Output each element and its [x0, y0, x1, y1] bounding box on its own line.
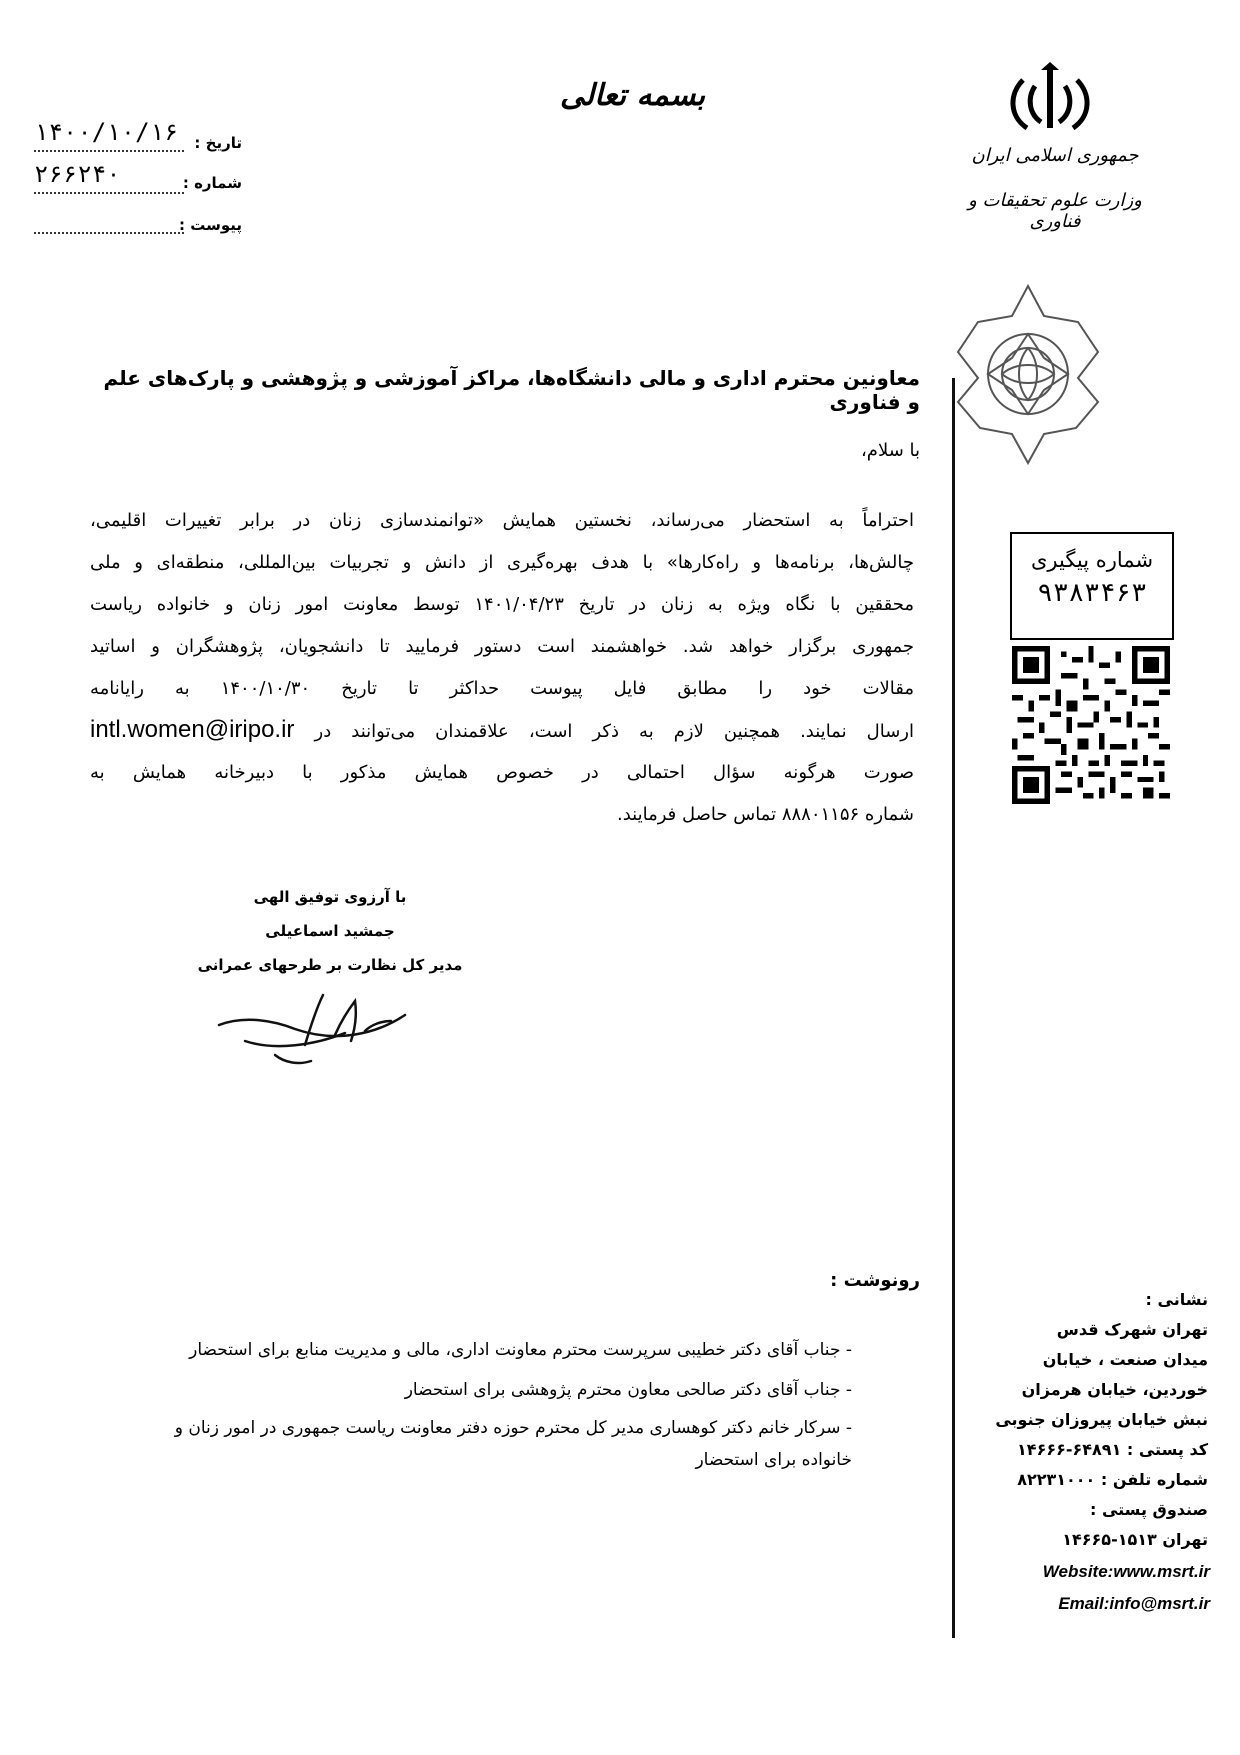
- number-value: ۲۶۶۲۴۰: [34, 160, 121, 188]
- tracking-number: ۹۳۸۳۴۶۳: [1037, 578, 1147, 608]
- address-label: نشانی :: [1145, 1290, 1208, 1309]
- postal-code: کد پستی : ۶۴۸۹۱-۱۴۶۶۶: [1017, 1440, 1208, 1459]
- ministry-title: وزارت علوم تحقیقات و فناوری: [968, 190, 1142, 232]
- body-line-1: احتراماً به استحضار می‌رساند، نخستین همایش «توانمندسازی زنان در برابر تغییرات اقلیمی،: [90, 510, 914, 531]
- address-line: خوردین، خیابان هرمزان: [1021, 1380, 1208, 1399]
- cc-item-3-cont: خانواده برای استحضار: [695, 1450, 852, 1470]
- signature-closing: با آرزوی توفیق الهی: [253, 888, 407, 906]
- greeting: با سلام،: [861, 440, 920, 461]
- address-line: تهران شهرک قدس: [1056, 1320, 1208, 1339]
- qr-code-icon[interactable]: [1012, 646, 1170, 804]
- signature-title: مدیر کل نظارت بر طرحهای عمرانی: [197, 956, 463, 974]
- recipient-line: معاونین محترم اداری و مالی دانشگاه‌ها، مراکز آموزشی و پژوهشی و پارک‌های علم و فناوری: [103, 366, 920, 414]
- cc-item-1: - جناب آقای دکتر خطیبی سرپرست محترم معاونت اداری، مالی و مدیریت منابع برای استحضار: [189, 1340, 852, 1360]
- body-line-7: صورت هرگونه سؤال احتمالی در خصوص همایش مذکور با دبیرخانه همایش به: [90, 762, 914, 783]
- number-dotted-line: [34, 192, 184, 194]
- attachment-label: پیوست :: [178, 216, 242, 234]
- email-link[interactable]: intl.women@iripo.ir: [90, 716, 295, 743]
- iran-emblem-icon: [1005, 60, 1095, 140]
- date-label: تاریخ :: [194, 134, 242, 152]
- cc-item-2: - جناب آقای دکتر صالحی معاون محترم پژوهشی برای استحضار: [404, 1380, 852, 1400]
- signature-name: جمشید اسماعیلی: [265, 922, 395, 940]
- cc-item-3: - سرکار خانم دکتر کوهساری مدیر کل محترم حوزه دفتر معاونت ریاست جمهوری در امور زنان و: [174, 1418, 852, 1438]
- date-dotted-line: [34, 150, 184, 152]
- date-value: ۱۴۰۰/۱۰/۱۶: [34, 118, 179, 146]
- po-box-value: تهران ۱۵۱۳-۱۴۶۶۵: [1062, 1530, 1208, 1549]
- cc-title: رونوشت :: [830, 1270, 920, 1291]
- body-line-4: جمهوری برگزار خواهد شد. خواهشمند است دستور فرمایید تا دانشجویان، پژوهشگران و اساتید: [90, 636, 914, 657]
- republic-title: جمهوری اسلامی ایران: [971, 145, 1139, 166]
- address-line: میدان صنعت ، خیابان: [1042, 1350, 1208, 1369]
- website-link[interactable]: Website:www.msrt.ir: [1042, 1562, 1210, 1581]
- body-line-3: محققین با نگاه ویژه به زنان در تاریخ ۱۴۰۱/۰۴/۲۳ توسط معاونت امور زنان و خانواده ریاست: [90, 594, 914, 615]
- phone-number: شماره تلفن : ۸۲۲۳۱۰۰۰: [1017, 1470, 1208, 1489]
- address-line: نبش خیابان پیروزان جنوبی: [995, 1410, 1208, 1429]
- attachment-dotted-line: [34, 232, 184, 234]
- tracking-label: شماره پیگیری: [1030, 548, 1154, 572]
- tracking-box: [1010, 532, 1174, 640]
- line6-text: ارسال نمایند. همچنین لازم به ذکر است، علاقمندان می‌توانند در: [314, 721, 914, 742]
- ornament-icon: [948, 282, 1108, 467]
- number-label: شماره :: [182, 174, 242, 192]
- body-line-2: چالش‌ها، برنامه‌ها و راه‌کارها» با هدف بهره‌گیری از دانش و تجربیات بین‌المللی، منطقه‌ای و ملی: [90, 552, 914, 573]
- po-box-label: صندوق پستی :: [1089, 1500, 1208, 1519]
- body-line-5: مقالات خود را مطابق فایل پیوست حداکثر تا تاریخ ۱۴۰۰/۱۰/۳۰ به رایانامه: [90, 678, 915, 699]
- body-line-6: [90, 716, 914, 744]
- vertical-divider: [952, 378, 955, 1638]
- email-contact-link[interactable]: Email:info@msrt.ir: [1058, 1594, 1210, 1613]
- handwritten-signature: [215, 985, 415, 1075]
- body-line-8: شماره ۸۸۸۰۱۱۵۶ تماس حاصل فرمایند.: [616, 804, 914, 825]
- bismillah-heading: بسمه تعالی: [560, 78, 706, 113]
